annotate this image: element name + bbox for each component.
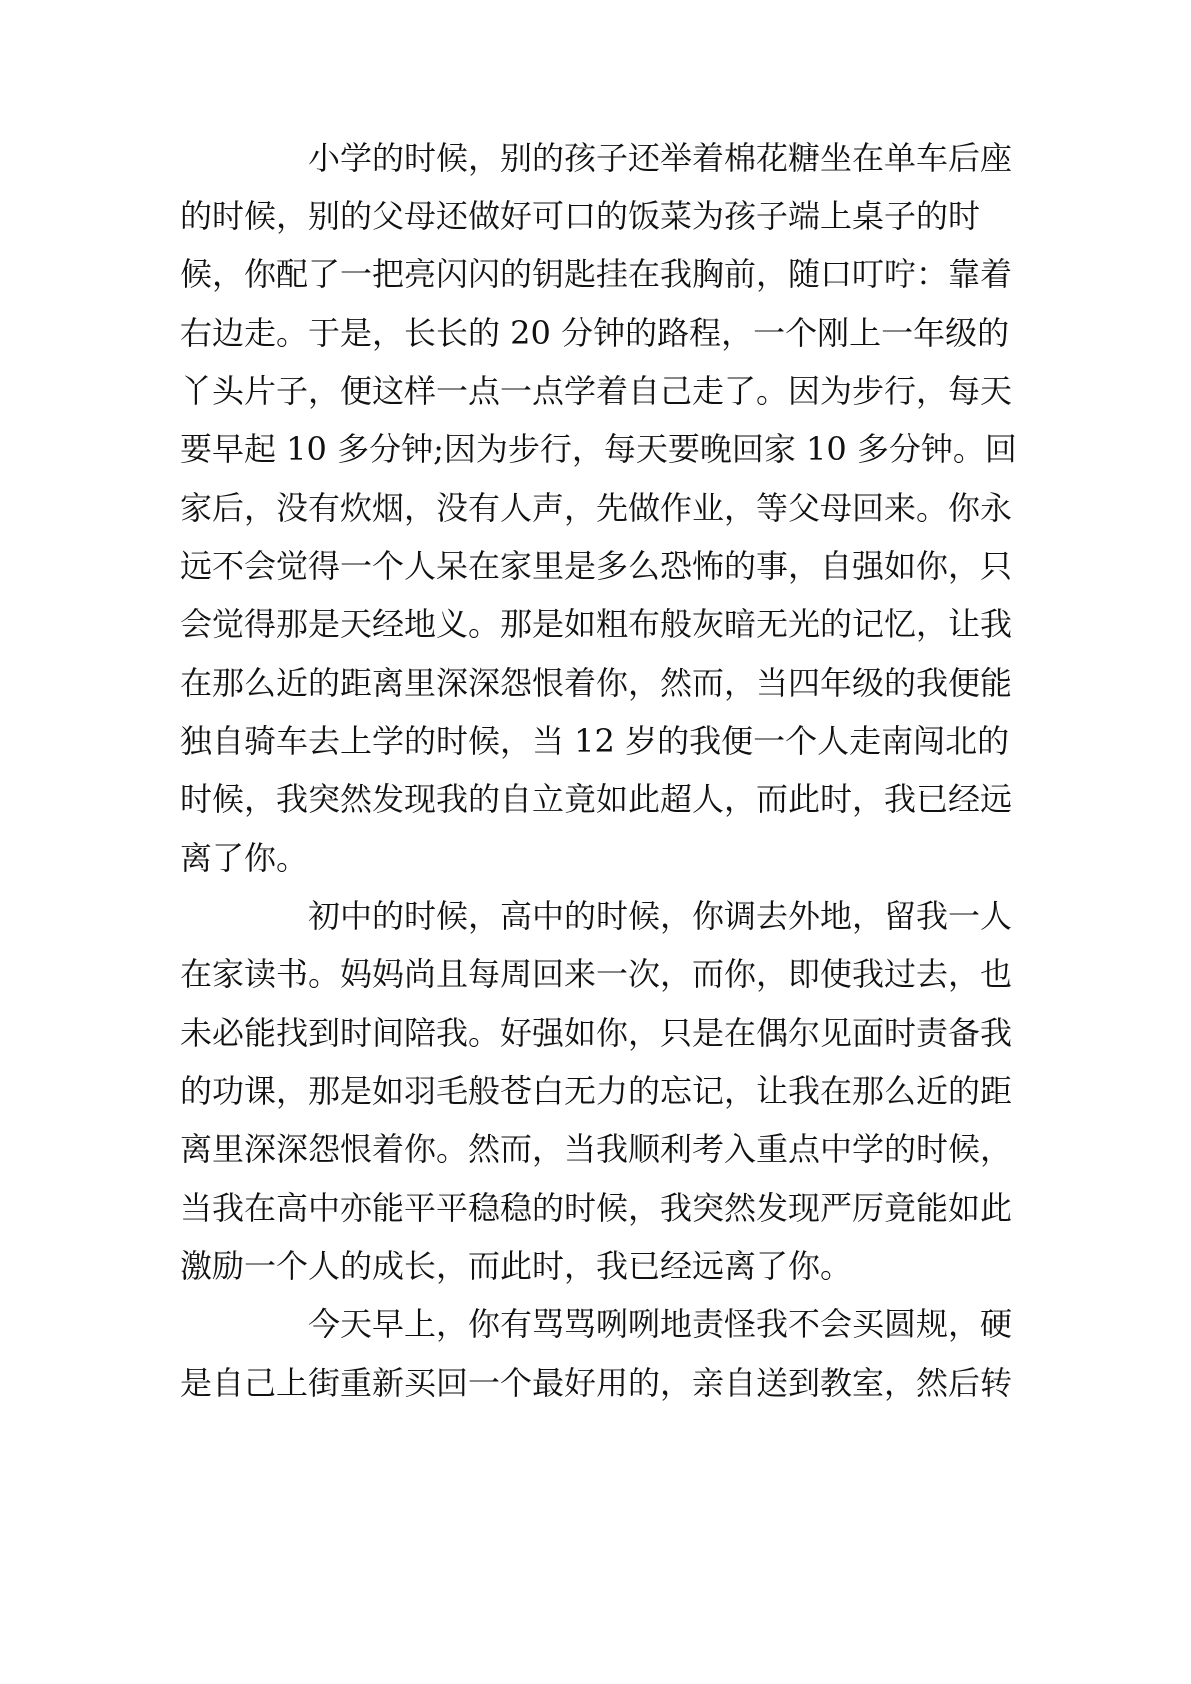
text-line: 离了你。 xyxy=(180,839,309,877)
text-line: 小学的时候，别的孩子还举着棉花糖坐在单车后座 xyxy=(308,139,1013,177)
text-line: 在家读书。妈妈尚且每周回来一次，而你，即使我过去，也 xyxy=(180,955,1013,993)
text-line: 的时候，别的父母还做好可口的饭菜为孩子端上桌子的时 xyxy=(180,197,981,235)
text-line: 要早起 10 多分钟;因为步行，每天要晚回家 10 多分钟。回 xyxy=(180,430,1017,468)
text-line: 候，你配了一把亮闪闪的钥匙挂在我胸前，随口叮咛：靠着 xyxy=(180,255,1013,293)
text-line: 未必能找到时间陪我。好强如你，只是在偶尔见面时责备我 xyxy=(180,1014,1013,1052)
text-line: 在那么近的距离里深深怨恨着你，然而，当四年级的我便能 xyxy=(180,664,1013,702)
text-line: 会觉得那是天经地义。那是如粗布般灰暗无光的记忆，让我 xyxy=(180,605,1013,643)
text-line: 丫头片子，便这样一点一点学着自己走了。因为步行，每天 xyxy=(180,372,1013,410)
text-line: 远不会觉得一个人呆在家里是多么恐怖的事，自强如你，只 xyxy=(180,547,1013,585)
text-line: 初中的时候，高中的时候，你调去外地，留我一人 xyxy=(308,897,1013,935)
text-line: 时候，我突然发现我的自立竟如此超人，而此时，我已经远 xyxy=(180,780,1013,818)
text-line: 离里深深怨恨着你。然而，当我顺利考入重点中学的时候， xyxy=(180,1130,1013,1168)
text-line: 是自己上街重新买回一个最好用的，亲自送到教室，然后转 xyxy=(180,1364,1013,1402)
text-line: 右边走。于是，长长的 20 分钟的路程，一个刚上一年级的 xyxy=(180,314,1010,352)
text-line: 家后，没有炊烟，没有人声，先做作业，等父母回来。你永 xyxy=(180,489,1013,527)
text-line: 激励一个人的成长，而此时，我已经远离了你。 xyxy=(180,1247,853,1285)
text-line: 独自骑车去上学的时候，当 12 岁的我便一个人走南闯北的 xyxy=(180,722,1010,760)
text-line: 的功课，那是如羽毛般苍白无力的忘记，让我在那么近的距 xyxy=(180,1072,1013,1110)
text-line: 当我在高中亦能平平稳稳的时候，我突然发现严厉竟能如此 xyxy=(180,1189,1013,1227)
text-line: 今天早上，你有骂骂咧咧地责怪我不会买圆规，硬 xyxy=(308,1305,1013,1343)
